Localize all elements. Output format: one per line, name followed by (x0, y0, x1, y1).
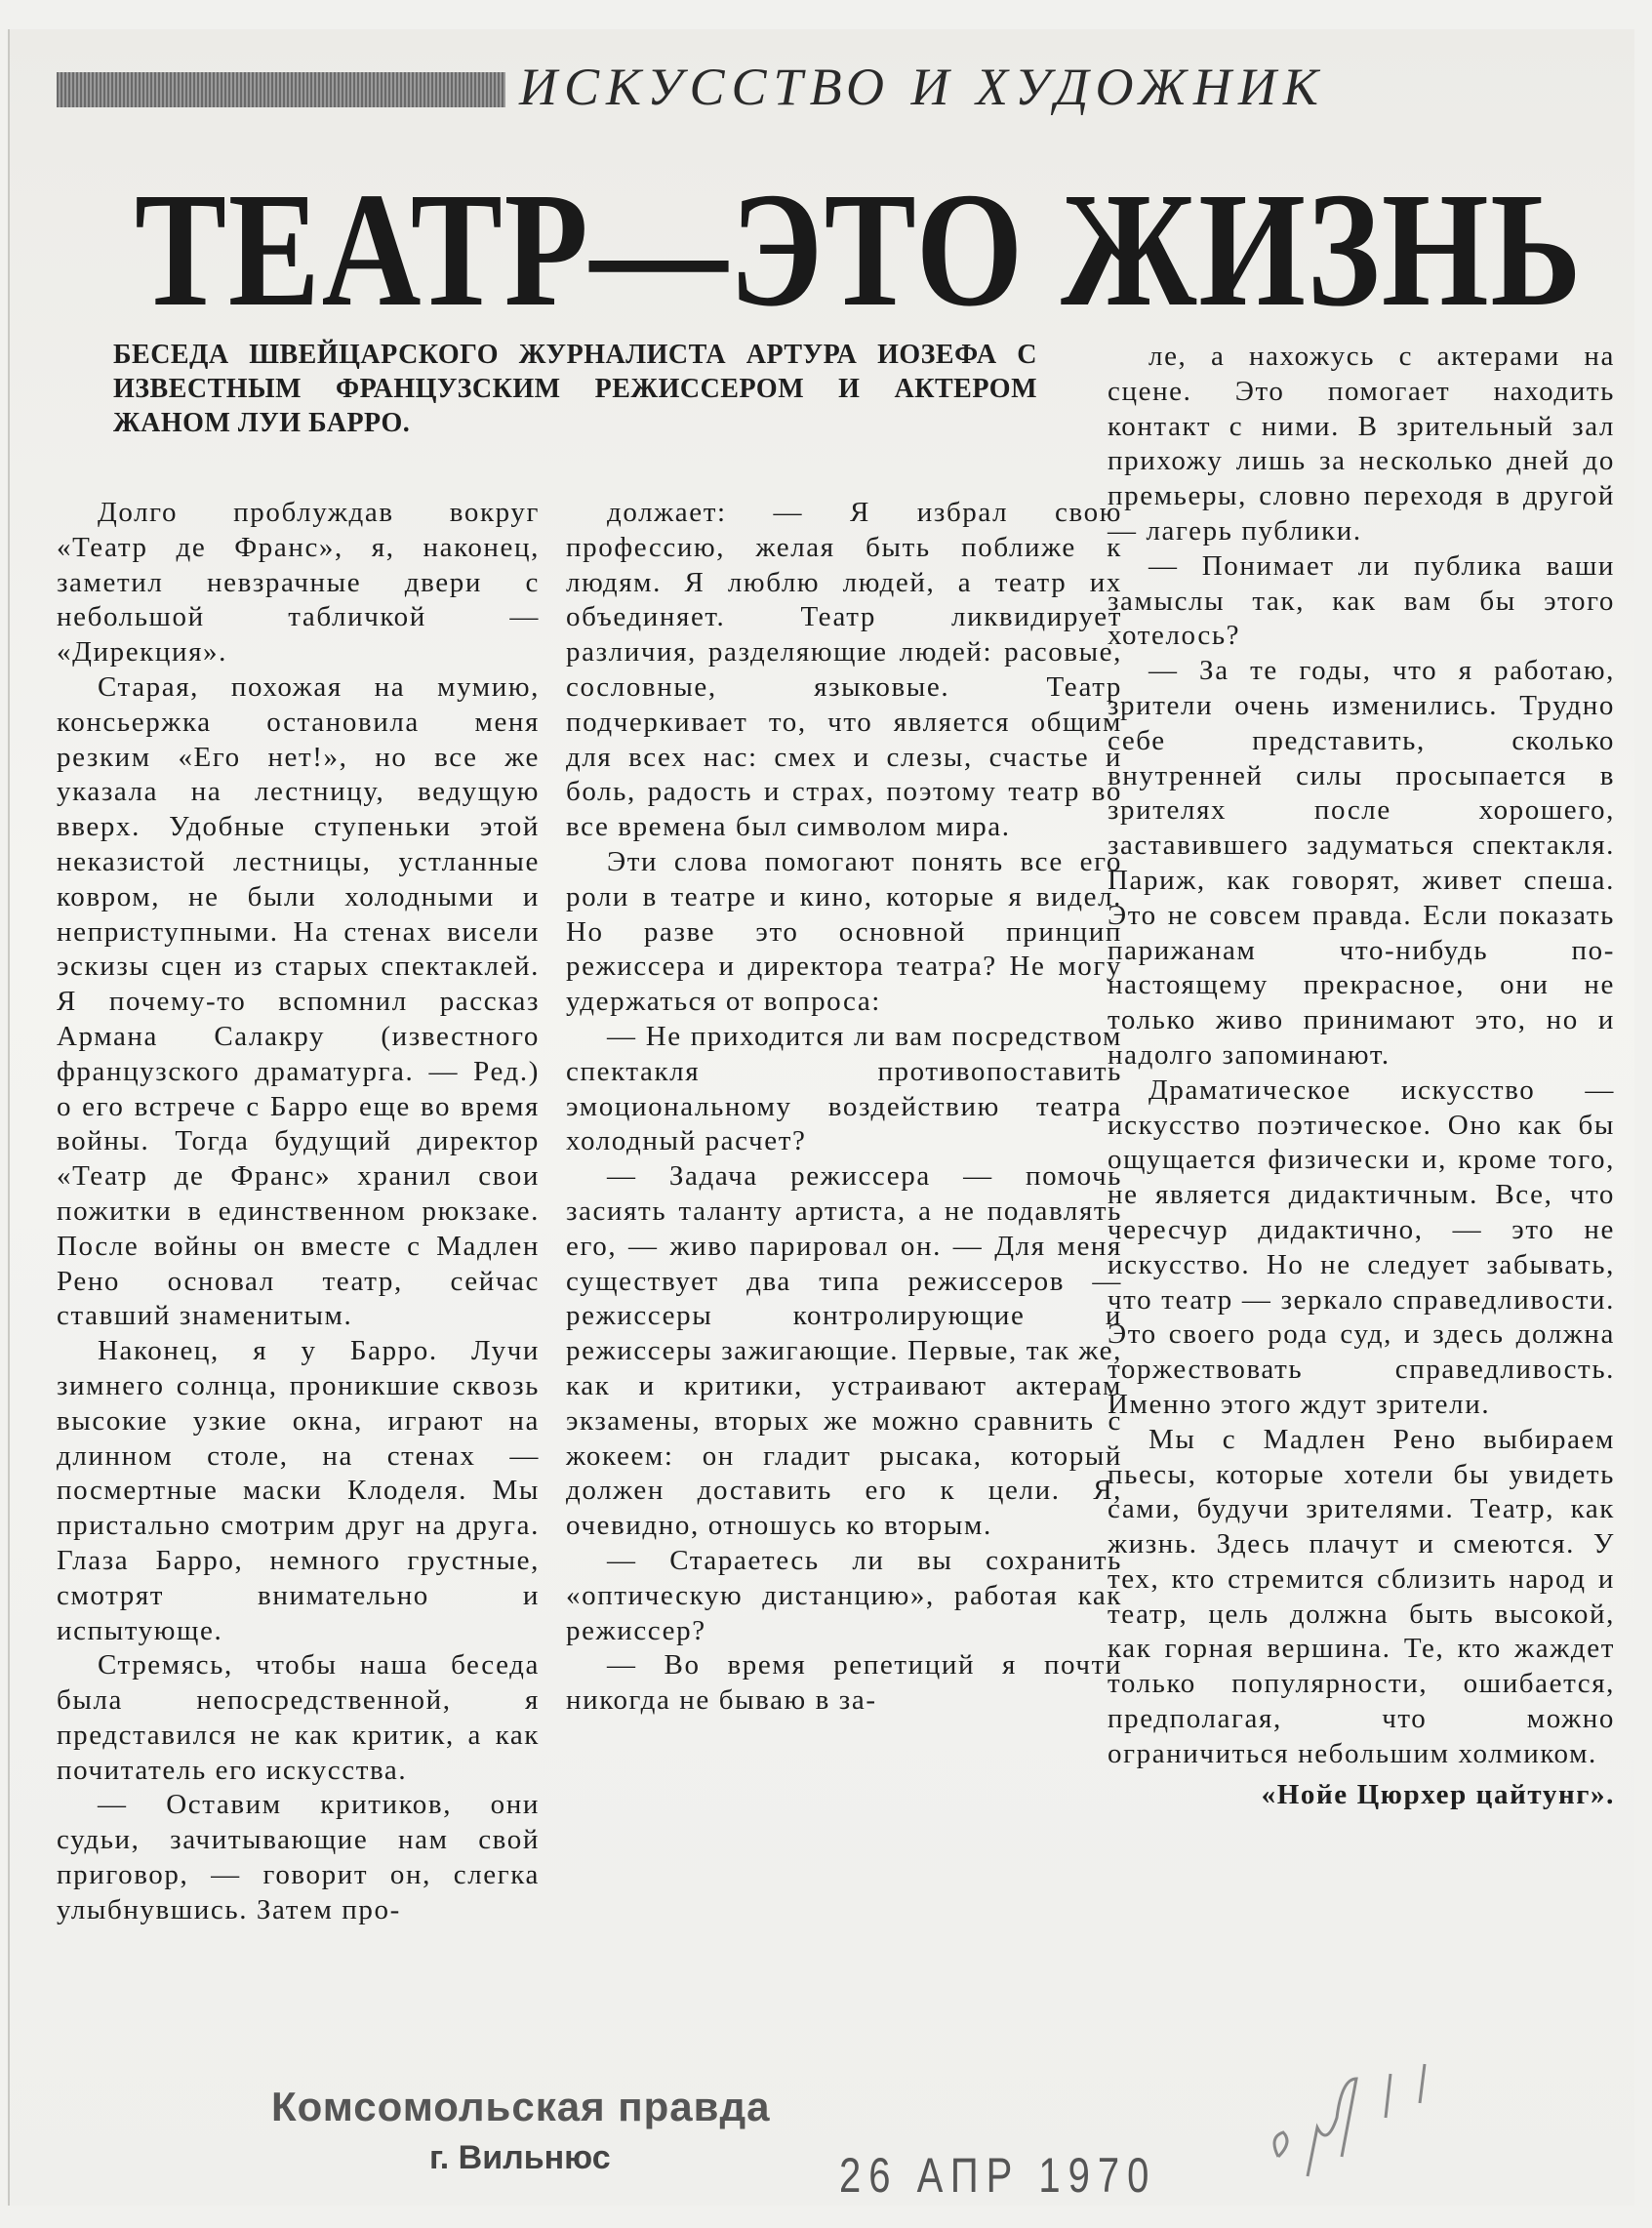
paragraph: ле, а нахожусь с актерами на сцене. Это помогает находить контакт с ними. В зрительный зал прихожу лишь за несколько дней до премьеры, словно переходя в другой — лагерь публики. (1108, 341, 1615, 547)
column-1 (57, 496, 540, 1928)
article-lead: БЕСЕДА ШВЕЙЦАРСКОГО ЖУРНАЛИСТА АРТУРА ИОЗЕФА С ИЗВЕСТНЫМ ФРАНЦУЗСКИМ РЕЖИССЕРОМ И АКТЕРОМ ЖАНОМ ЛУИ БАРРО. (113, 340, 1037, 438)
paragraph: — Не приходится ли вам посредством спектакля противопоставить эмоциональному воздействию театра холодный расчет? (566, 1020, 1122, 1157)
paragraph: Драматическое искусство — искусство поэтическое. Оно как бы ощущается физически и, кроме того, не является дидактичным. Все, что чересчур дидактично, — это не искусство. Но не следует забывать, что театр — зеркало справедливости. Это своего рода суд, и здесь должна торжествовать справедливость. Именно этого ждут зрители. (1108, 1073, 1615, 1420)
stamp-date: 26 АПР 1970 (839, 2148, 1157, 2203)
paragraph: должает: — Я избрал свою профессию, желая быть поближе к людям. Я люблю людей, а театр их объединяет. Театр ликвидирует различия, разделяющие людей: расовые, сословные, языковые. Театр подчеркивает то, что является общим для всех нас: смех и слезы, счастье и боль, радость и страх, поэтому театр во все времена был символом мира. (566, 497, 1122, 843)
rubric-heading: ИСКУССТВО И ХУДОЖНИК (519, 58, 1325, 116)
paragraph: — Стараетесь ли вы сохранить «оптическую дистанцию», работая как режиссер? (566, 1544, 1122, 1646)
stamp-city: г. Вильнюс (429, 2139, 611, 2176)
column-2 (566, 496, 1122, 1719)
article-title: ТЕАТР—ЭТО ЖИЗНЬ (135, 159, 1584, 341)
paragraph: — Во время репетиций я почти никогда не бываю в за- (566, 1649, 1122, 1717)
paragraph: Наконец, я у Барро. Лучи зимнего солнца, проникшие сквозь высокие узкие окна, играют на длинном столе, на стенах — посмертные маски Клоделя. Мы пристально смотрим друг на друга. Глаза Барро, немного грустные, смотрят внимательно и испытующе. (57, 1335, 540, 1646)
paragraph: — Задача режиссера — помочь засиять таланту артиста, а не подавлять его, — живо парировал он. — Для меня существует два типа режиссеров — режиссеры контролирующие и режиссеры зажигающие. Первые, так же, как и критики, устраивают актерам экзамены, вторых же можно сравнить с жокеем: он гладит рысака, который должен доставить его к цели. Я, очевидно, отношусь ко вторым. (566, 1160, 1122, 1542)
paragraph: Эти слова помогают понять все его роли в театре и кино, которые я видел. Но разве это основной принцип режиссера и директора театра? Не могу удержаться от вопроса: (566, 845, 1122, 1018)
source-attribution: «Нойе Цюрхер цайтунг». (1261, 1778, 1615, 1810)
paragraph: Долго проблуждав вокруг «Театр де Франс», я, наконец, заметил невзрачные двери с небольшой табличкой — «Дирекция». (57, 497, 540, 668)
paragraph: — Понимает ли публика ваши замыслы так, как вам бы этого хотелось? (1108, 549, 1615, 652)
handwritten-note-icon (1239, 2049, 1493, 2196)
column-3 (1108, 340, 1615, 1812)
paragraph: Мы с Мадлен Рено выбираем пьесы, которые хотели бы увидеть сами, будучи зрителями. Театр, как жизнь. Здесь плачут и смеются. У тех, кто стремится сблизить народ и театр, цель должна быть высокой, как горная вершина. Те, кто жаждет только популярности, ошибается, предполагая, что можно ограничиться небольшим холмиком. (1108, 1423, 1615, 1769)
paragraph: Стремясь, чтобы наша беседа была непосредственной, я представился не как критик, а как почитатель его искусства. (57, 1649, 540, 1786)
paragraph: — Оставим критиков, они судьи, зачитывающие нам свой приговор, — говорит он, слегка улыбнувшись. Затем про- (57, 1789, 540, 1925)
stamp-newspaper: Комсомольская правда (271, 2084, 771, 2129)
rubric-bar (57, 72, 505, 107)
paragraph: Старая, похожая на мумию, консьержка остановила меня резким «Его нет!», но все же указала на лестницу, ведущую вверх. Удобные ступеньки этой неказистой лестницы, устланные ковром, не были холодными и неприступными. На стенах висели эскизы сцен из старых спектаклей. Я почему-то вспомнил рассказ Армана Салакру (известного французского драматурга. — Ред.) о его встрече с Барро еще во время войны. Тогда будущий директор «Театр де Франс» хранил свои пожитки в единственном рюкзаке. После войны он вместе с Мадлен Рено основал театр, сейчас ставший знаменитым. (57, 670, 540, 1332)
paragraph: — За те годы, что я работаю, зрители очень изменились. Трудно себе представить, сколько внутренней силы просыпается в зрителях после хорошего, заставившего задуматься спектакля. Париж, как говорят, живет спеша. Это не совсем правда. Если показать парижанам что-нибудь по-настоящему прекрасное, они не только живо принимают это, но и надолго запоминают. (1108, 655, 1615, 1071)
